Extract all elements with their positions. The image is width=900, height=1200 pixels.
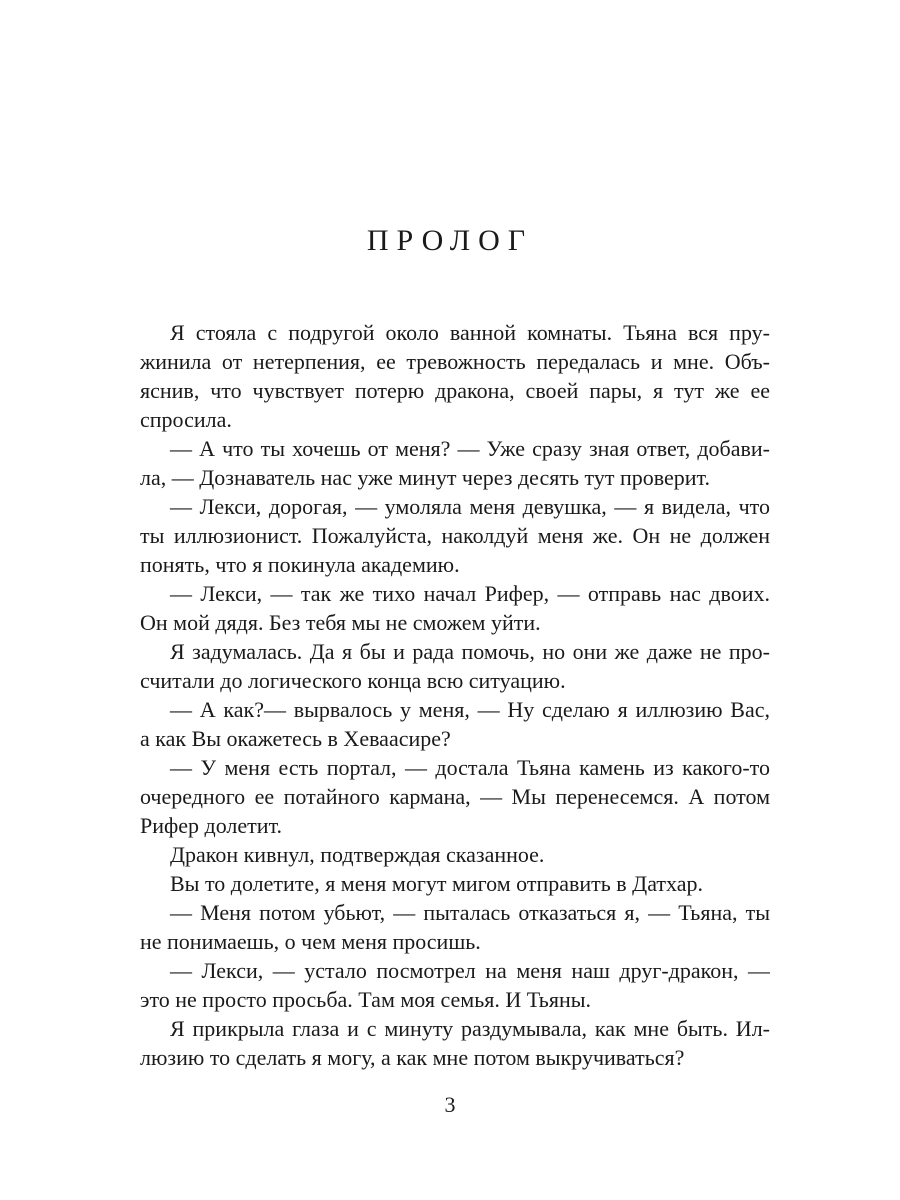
text-line: очередного ее потайного кармана, — Мы перенесемся. А потом	[140, 784, 770, 809]
text-line: люзию то сделать я могу, а как мне потом выкручиваться?	[140, 1045, 685, 1070]
text-line: — У меня есть портал, — достала Тьяна камень из какого-то	[170, 755, 770, 780]
chapter-title: ПРОЛОГ	[366, 224, 534, 257]
text-line: Я прикрыла глаза и с минуту раздумывала, как мне быть. Ил-	[170, 1016, 770, 1041]
page-number: 3	[444, 1092, 456, 1117]
text-line: жинила от нетерпения, ее тревожность передалась и мне. Объ-	[140, 349, 770, 374]
text-line: а как Вы окажетесь в Хеваасире?	[140, 726, 451, 751]
text-line: понять, что я покинула академию.	[140, 552, 460, 577]
text-line: — Лекси, — устало посмотрел на меня наш друг-дракон, —	[170, 958, 770, 983]
text-line: яснив, что чувствует потерю дракона, своей пары, я тут же ее	[140, 378, 770, 403]
text-line: не понимаешь, о чем меня просишь.	[140, 929, 481, 954]
text-line: — Меня потом убьют, — пыталась отказаться я, — Тьяна, ты	[170, 900, 770, 925]
text-line: ла, — Дознаватель нас уже минут через десять тут проверит.	[140, 465, 710, 490]
text-line: — Лекси, дорогая, — умоляла меня девушка, — я видела, что	[170, 494, 770, 519]
text-line: ты иллюзионист. Пожалуйста, наколдуй меня же. Он не должен	[140, 523, 770, 548]
text-line: Рифер долетит.	[140, 813, 283, 838]
text-line: это не просто просьба. Там моя семья. И Тьяны.	[140, 987, 592, 1012]
text-line: спросила.	[140, 407, 232, 432]
text-line: Я задумалась. Да я бы и рада помочь, но они же даже не про-	[170, 639, 770, 664]
text-line: Он мой дядя. Без тебя мы не сможем уйти.	[140, 610, 541, 635]
text-line: Дракон кивнул, подтверждая сказанное.	[170, 842, 545, 867]
text-line: — А что ты хочешь от меня? — Уже сразу зная ответ, добави-	[170, 436, 770, 461]
text-line: считали до логического конца всю ситуацию.	[140, 668, 566, 693]
text-line: — Лекси, — так же тихо начал Рифер, — отправь нас двоих.	[170, 581, 770, 606]
chapter-body	[140, 318, 770, 1072]
text-line: Вы то долетите, я меня могут мигом отправить в Датхар.	[170, 871, 703, 896]
text-line: — А как?— вырвалось у меня, — Ну сделаю я иллюзию Вас,	[170, 697, 770, 722]
text-line: Я стояла с подругой около ванной комнаты. Тьяна вся пру-	[170, 320, 770, 345]
